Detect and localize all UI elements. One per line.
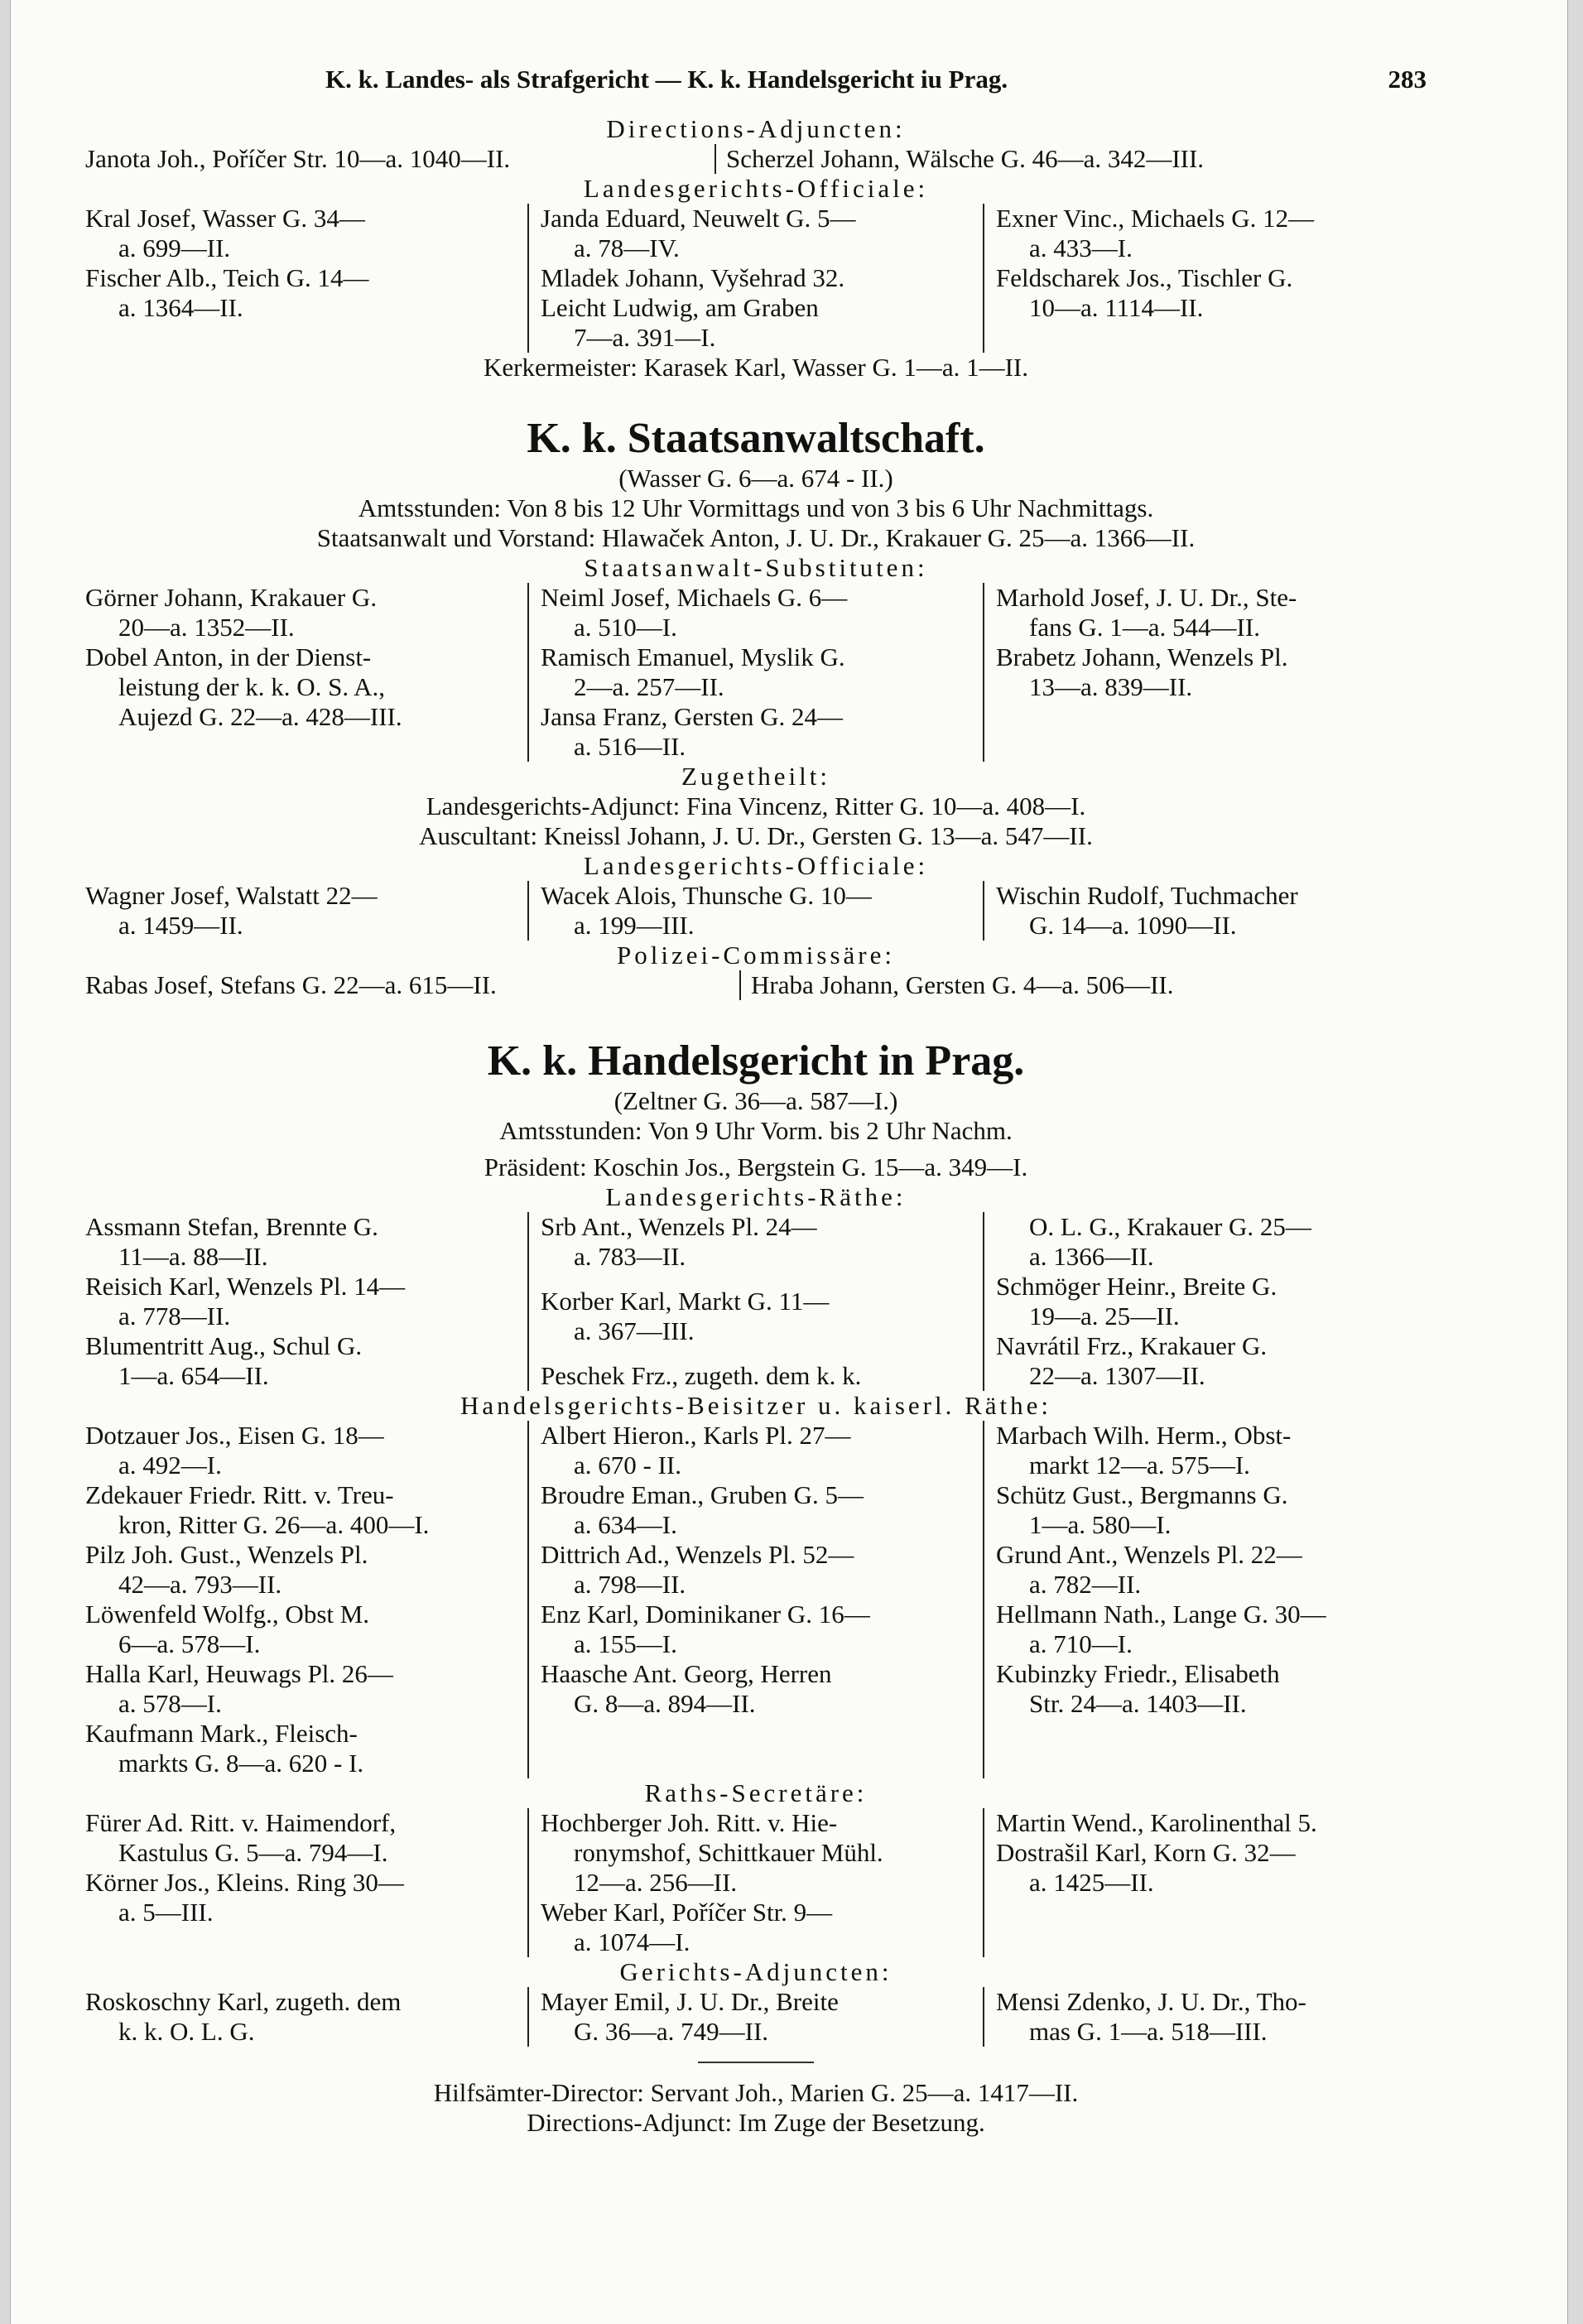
list-item: Reisich Karl, Wenzels Pl. 14— xyxy=(85,1272,406,1301)
list-item: Weber Karl, Poříčer Str. 9— xyxy=(541,1898,833,1927)
list-item: Pilz Joh. Gust., Wenzels Pl. xyxy=(85,1540,368,1569)
list-item: Hochberger Joh. Ritt. v. Hie- xyxy=(541,1808,838,1837)
list-item: Albert Hieron., Karls Pl. 27— xyxy=(541,1421,851,1450)
list-item: a. 78—IV. xyxy=(574,233,680,262)
polizei-row xyxy=(85,970,1427,1000)
list-item: Haasche Ant. Georg, Herren xyxy=(541,1659,832,1688)
list-item: Dobel Anton, in der Dienst- xyxy=(85,642,372,671)
list-item: a. 699—II. xyxy=(118,233,231,262)
content xyxy=(85,65,1427,2138)
list-item: O. L. G., Krakauer G. 25— xyxy=(1029,1212,1311,1241)
column xyxy=(85,583,527,762)
column xyxy=(527,204,983,353)
list-item: Löwenfeld Wolfg., Obst M. xyxy=(85,1600,370,1629)
handelsgericht-praesident: Präsident: Koschin Jos., Bergstein G. 15—a. 349—I. xyxy=(484,1152,1028,1181)
list-item: Marbach Wilh. Herm., Obst- xyxy=(996,1421,1292,1450)
list-item: 10—a. 1114—II. xyxy=(1029,293,1204,322)
zugetheilt-heading: Zugetheilt: xyxy=(681,762,831,791)
list-item: Halla Karl, Heuwags Pl. 26— xyxy=(85,1659,393,1688)
list-item: a. 798—II. xyxy=(574,1570,686,1599)
list-item: mas G. 1—a. 518—III. xyxy=(1029,2017,1268,2046)
list-item: 12—a. 256—II. xyxy=(574,1868,738,1897)
list-item: Ramisch Emanuel, Myslik G. xyxy=(541,642,845,671)
column xyxy=(527,881,983,941)
column xyxy=(85,1421,527,1778)
column xyxy=(85,204,527,353)
list-item: Aujezd G. 22—a. 428—III. xyxy=(118,702,402,731)
staatsanwaltschaft-address: (Wasser G. 6—a. 674 - II.) xyxy=(618,464,893,493)
list-item: a. 783—II. xyxy=(574,1242,686,1271)
list-item: Dittrich Ad., Wenzels Pl. 52— xyxy=(541,1540,854,1569)
list-item: 2—a. 257—II. xyxy=(574,672,724,701)
list-item: Kastulus G. 5—a. 794—I. xyxy=(118,1838,388,1867)
raethe-heading: Landesgerichts-Räthe: xyxy=(605,1182,907,1211)
list-item: Jansa Franz, Gersten G. 24— xyxy=(541,702,844,731)
list-item: a. 492—I. xyxy=(118,1451,222,1480)
column xyxy=(85,1212,527,1391)
list-item: Hellmann Nath., Lange G. 30— xyxy=(996,1600,1326,1629)
running-title: K. k. Landes- als Strafgericht — K. k. Handelsgericht iu Prag. xyxy=(325,65,1008,94)
list-item: Fischer Alb., Teich G. 14— xyxy=(85,263,369,292)
secretaere-columns xyxy=(85,1808,1427,1957)
list-item: Hraba Johann, Gersten G. 4—a. 506—II. xyxy=(739,970,1427,1000)
list-item: Mladek Johann, Vyšehrad 32. xyxy=(541,263,845,292)
column xyxy=(983,1808,1427,1957)
list-item: Wischin Rudolf, Tuchmacher xyxy=(996,881,1298,910)
column xyxy=(983,881,1427,941)
list-item: a. 510—I. xyxy=(574,613,677,642)
list-item: Schmöger Heinr., Breite G. xyxy=(996,1272,1277,1301)
secretaere-heading: Raths-Secretäre: xyxy=(644,1778,868,1807)
column xyxy=(527,1808,983,1957)
list-item: ronymshof, Schittkauer Mühl. xyxy=(574,1838,883,1867)
list-item: Wagner Josef, Walstatt 22— xyxy=(85,881,378,910)
column xyxy=(527,1421,983,1778)
staatsanwaltschaft-hours: Amtsstunden: Von 8 bis 12 Uhr Vormittags und von 3 bis 6 Uhr Nachmittags. xyxy=(358,493,1154,522)
list-item: a. 1074—I. xyxy=(574,1927,690,1956)
sa-officiale-heading: Landesgerichts-Officiale: xyxy=(583,851,929,880)
list-item: Wacek Alois, Thunsche G. 10— xyxy=(541,881,872,910)
list-item: Enz Karl, Dominikaner G. 16— xyxy=(541,1600,870,1629)
list-item: Rabas Josef, Stefans G. 22—a. 615—II. xyxy=(85,970,497,999)
handelsgericht-address: (Zeltner G. 36—a. 587—I.) xyxy=(613,1086,898,1115)
list-item: a. 516—II. xyxy=(574,732,686,761)
list-item: markts G. 8—a. 620 - I. xyxy=(118,1749,364,1778)
column xyxy=(983,1987,1427,2047)
list-item: Dotzauer Jos., Eisen G. 18— xyxy=(85,1421,384,1450)
list-item: Exner Vinc., Michaels G. 12— xyxy=(996,204,1315,233)
list-item: G. 14—a. 1090—II. xyxy=(1029,911,1237,940)
list-item: Görner Johann, Krakauer G. xyxy=(85,583,378,612)
list-item: a. 155—I. xyxy=(574,1629,677,1658)
list-item: Kubinzky Friedr., Elisabeth xyxy=(996,1659,1280,1688)
page-number: 283 xyxy=(1388,65,1427,94)
list-item: Körner Jos., Kleins. Ring 30— xyxy=(85,1868,404,1897)
list-item: leistung der k. k. O. S. A., xyxy=(118,672,386,701)
list-item: Mayer Emil, J. U. Dr., Breite xyxy=(541,1987,839,2016)
list-item: a. 1366—II. xyxy=(1029,1242,1154,1271)
column xyxy=(527,583,983,762)
list-item: Zdekauer Friedr. Ritt. v. Treu- xyxy=(85,1480,394,1509)
list-item: G. 36—a. 749—II. xyxy=(574,2017,769,2046)
list-item: Str. 24—a. 1403—II. xyxy=(1029,1689,1247,1718)
hilfsaemter-director: Hilfsämter-Director: Servant Joh., Marien G. 25—a. 1417—II. xyxy=(433,2078,1079,2107)
list-item: Kaufmann Mark., Fleisch- xyxy=(85,1719,358,1748)
handelsgericht-title: K. k. Handelsgericht in Prag. xyxy=(487,1037,1025,1085)
list-item: Kral Josef, Wasser G. 34— xyxy=(85,204,365,233)
adjuncten-heading: Directions-Adjuncten: xyxy=(606,114,906,143)
directions-adjunct: Directions-Adjunct: Im Zuge der Besetzung. xyxy=(527,2108,985,2137)
list-item: Broudre Eman., Gruben G. 5— xyxy=(541,1480,864,1509)
list-item: a. 710—I. xyxy=(1029,1629,1133,1658)
list-item: kron, Ritter G. 26—a. 400—I. xyxy=(118,1510,430,1539)
list-item: a. 1364—II. xyxy=(118,293,243,322)
list-item: a. 634—I. xyxy=(574,1510,677,1539)
list-item: Janota Joh., Poříčer Str. 10—a. 1040—II. xyxy=(85,144,511,173)
list-item: fans G. 1—a. 544—II. xyxy=(1029,613,1260,642)
divider xyxy=(698,2062,814,2063)
handelsgericht-hours: Amtsstunden: Von 9 Uhr Vorm. bis 2 Uhr Nachm. xyxy=(499,1116,1013,1145)
sa-officiale-columns xyxy=(85,881,1427,941)
list-item: Korber Karl, Markt G. 11— xyxy=(541,1287,830,1316)
officiale-columns xyxy=(85,204,1427,353)
list-item: Roskoschny Karl, zugeth. dem xyxy=(85,1987,402,2016)
adjuncten2-columns xyxy=(85,1987,1427,2047)
list-item: Srb Ant., Wenzels Pl. 24— xyxy=(541,1212,817,1241)
column xyxy=(85,881,527,941)
list-item: Neiml Josef, Michaels G. 6— xyxy=(541,583,848,612)
beisitzer-heading: Handelsgerichts-Beisitzer u. kaiserl. Räthe: xyxy=(460,1391,1052,1420)
column xyxy=(85,1808,527,1957)
list-item: Fürer Ad. Ritt. v. Haimendorf, xyxy=(85,1808,397,1837)
column xyxy=(527,1212,983,1391)
list-item: Marhold Josef, J. U. Dr., Ste- xyxy=(996,583,1297,612)
column xyxy=(983,1421,1427,1778)
list-item: 20—a. 1352—II. xyxy=(118,613,295,642)
list-item: Grund Ant., Wenzels Pl. 22— xyxy=(996,1540,1302,1569)
list-item: k. k. O. L. G. xyxy=(118,2017,255,2046)
list-item: Assmann Stefan, Brennte G. xyxy=(85,1212,378,1241)
column xyxy=(85,1987,527,2047)
beisitzer-columns xyxy=(85,1421,1427,1778)
list-item: a. 1425—II. xyxy=(1029,1868,1154,1897)
list-item: a. 5—III. xyxy=(118,1898,214,1927)
raethe-columns xyxy=(85,1212,1427,1391)
list-item: Scherzel Johann, Wälsche G. 46—a. 342—III. xyxy=(715,144,1427,174)
list-item: a. 1459—II. xyxy=(118,911,243,940)
list-item: Leicht Ludwig, am Graben xyxy=(541,293,819,322)
list-item: 42—a. 793—II. xyxy=(118,1570,282,1599)
list-item: a. 578—I. xyxy=(118,1689,222,1718)
list-item: Schütz Gust., Bergmanns G. xyxy=(996,1480,1288,1509)
list-item: a. 778—II. xyxy=(118,1302,231,1330)
list-item: Mensi Zdenko, J. U. Dr., Tho- xyxy=(996,1987,1306,2016)
kerkermeister: Kerkermeister: Karasek Karl, Wasser G. 1—a. 1—II. xyxy=(483,353,1029,382)
substituten-columns xyxy=(85,583,1427,762)
list-item: 1—a. 654—II. xyxy=(118,1361,269,1390)
zugetheilt-line: Auscultant: Kneissl Johann, J. U. Dr., Gersten G. 13—a. 547—II. xyxy=(419,821,1093,850)
column xyxy=(527,1987,983,2047)
adjuncten-row xyxy=(85,144,1427,174)
list-item: G. 8—a. 894—II. xyxy=(574,1689,756,1718)
staatsanwaltschaft-vorstand: Staatsanwalt und Vorstand: Hlawaček Anton, J. U. Dr., Krakauer G. 25—a. 1366—II. xyxy=(316,523,1196,552)
list-item: a. 367—III. xyxy=(574,1316,695,1345)
list-item: Peschek Frz., zugeth. dem k. k. xyxy=(541,1361,862,1390)
page xyxy=(10,0,1568,2324)
list-item: markt 12—a. 575—I. xyxy=(1029,1451,1250,1480)
list-item: a. 782—II. xyxy=(1029,1570,1142,1599)
list-item: Feldscharek Jos., Tischler G. xyxy=(996,263,1293,292)
list-item: 22—a. 1307—II. xyxy=(1029,1361,1205,1390)
list-item: 11—a. 88—II. xyxy=(118,1242,268,1271)
list-item: 6—a. 578—I. xyxy=(118,1629,261,1658)
column xyxy=(983,583,1427,762)
list-item: Navrátil Frz., Krakauer G. xyxy=(996,1331,1268,1360)
list-item: a. 199—III. xyxy=(574,911,695,940)
list-item: 7—a. 391—I. xyxy=(574,323,716,352)
column xyxy=(983,1212,1427,1391)
list-item: 1—a. 580—I. xyxy=(1029,1510,1172,1539)
running-header xyxy=(85,65,1427,114)
staatsanwaltschaft-title: K. k. Staatsanwaltschaft. xyxy=(527,415,985,462)
column xyxy=(983,204,1427,353)
list-item: Janda Eduard, Neuwelt G. 5— xyxy=(541,204,856,233)
substituten-heading: Staatsanwalt-Substituten: xyxy=(584,553,928,582)
officiale-heading: Landesgerichts-Officiale: xyxy=(583,174,929,203)
list-item: Brabetz Johann, Wenzels Pl. xyxy=(996,642,1288,671)
list-item: 19—a. 25—II. xyxy=(1029,1302,1180,1330)
zugetheilt-line: Landesgerichts-Adjunct: Fina Vincenz, Ritter G. 10—a. 408—I. xyxy=(426,792,1086,820)
list-item: Blumentritt Aug., Schul G. xyxy=(85,1331,363,1360)
list-item: Dostrašil Karl, Korn G. 32— xyxy=(996,1838,1296,1867)
adjuncten2-heading: Gerichts-Adjuncten: xyxy=(619,1957,893,1986)
list-item: Martin Wend., Karolinenthal 5. xyxy=(996,1808,1317,1837)
list-item: a. 433—I. xyxy=(1029,233,1133,262)
list-item: 13—a. 839—II. xyxy=(1029,672,1193,701)
polizei-heading: Polizei-Commissäre: xyxy=(616,941,896,970)
list-item: a. 670 - II. xyxy=(574,1451,681,1480)
